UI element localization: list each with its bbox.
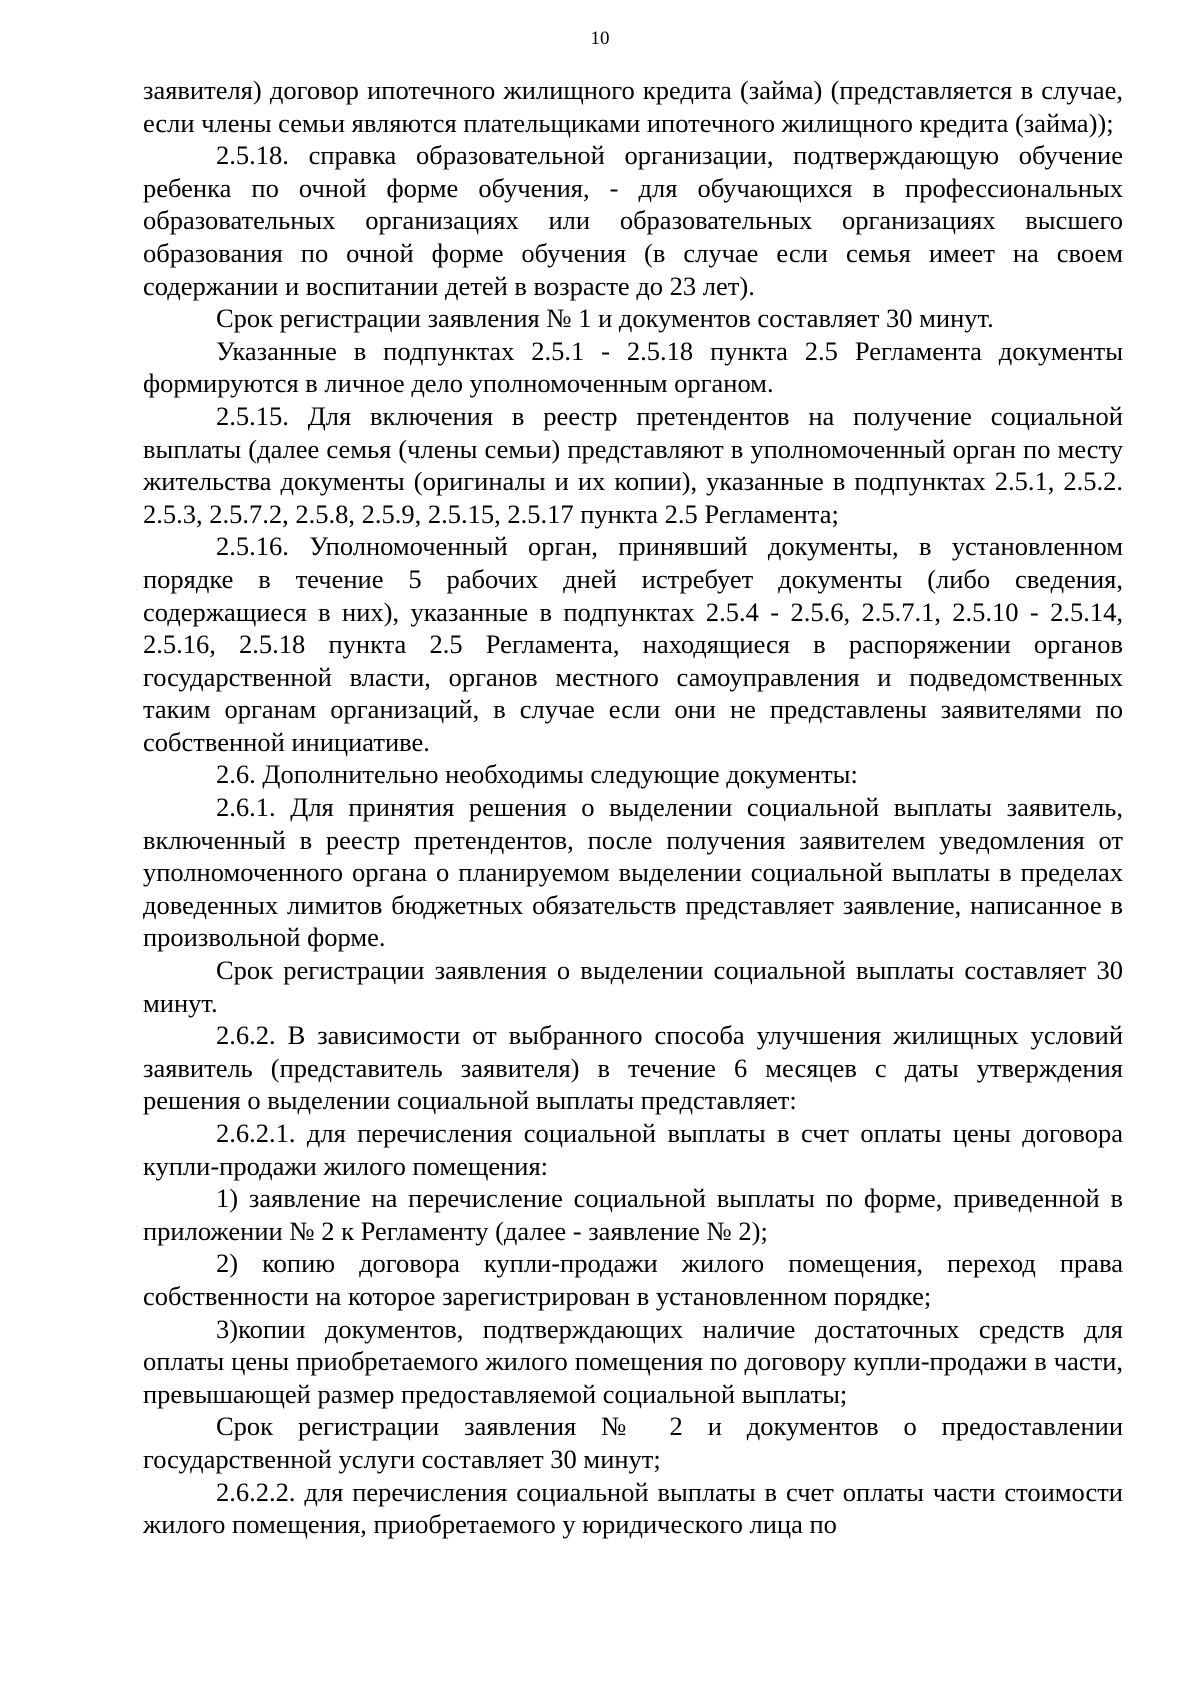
list-item-2: 2) копию договора купли-продажи жилого помещения, переход права собственности на которое зарегистрирован в установленном порядке;	[143, 1248, 1123, 1311]
paragraph-registration-term-1: Срок регистрации заявления № 1 и документов составляет 30 минут.	[216, 303, 994, 334]
paragraph-2-6-2-2: 2.6.2.2. для перечисления социальной выплаты в счет оплаты части стоимости жилого помещения, приобретаемого у юридического лица по	[143, 1476, 1123, 1540]
paragraph-2-6-1: 2.6.1. Для принятия решения о выделении социальной выплаты заявитель, включенный в реестр претендентов, после получения заявителем уведомления от уполномоченного органа о планируемом выделении социальной выплаты в пределах доведенных лимитов бюджетных обязательств представляет заявление, написанное в произвольной форме.	[143, 792, 1123, 953]
paragraph-documents-file: Указанные в подпунктах 2.5.1 - 2.5.18 пункта 2.5 Регламента документы формируются в личное дело уполномоченным органом.	[143, 335, 1123, 399]
list-item-3: 3)копии документов, подтверждающих наличие достаточных средств для оплаты цены приобретаемого жилого помещения по договору купли-продажи в части, превышающей размер предоставляемой социальной выплаты;	[143, 1313, 1123, 1409]
paragraph-2-5-18: 2.5.18. справка образовательной организации, подтверждающую обучение ребенка по очной форме обучения, - для обучающихся в профессиональных образовательных организациях или образовательных организациях высшего образования по очной форме обучения (в случае если семья имеет на своем содержании и воспитании детей в возрасте до 23 лет).	[143, 140, 1123, 301]
list-item-1: 1) заявление на перечисление социальной выплаты по форме, приведенной в приложении № 2 к Регламенту (далее - заявление № 2);	[143, 1183, 1123, 1246]
paragraph-continuation: заявителя) договор ипотечного жилищного кредита (займа) (представляется в случае, если члены семьи являются плательщиками ипотечного жилищного кредита (займа));	[143, 75, 1123, 138]
paragraph-2-5-16: 2.5.16. Уполномоченный орган, принявший документы, в установленном порядке в течение 5 рабочих дней истребует документы (либо сведения, содержащиеся в них), указанные в подпунктах 2.5.4 - 2.5.6, 2.5.7.1, 2.5.10 - 2.5.14, 2.5.16, 2.5.18 пункта 2.5 Регламента, находящиеся в распоряжении органов государственной власти, органов местного самоуправления и подведомственных таким органам организаций, в случае если они не представлены заявителями по собственной инициативе.	[143, 531, 1123, 757]
paragraph-2-5-15: 2.5.15. Для включения в реестр претендентов на получение социальной выплаты (далее семья (члены семьи) представляют в уполномоченный орган по месту жительства документы (оригиналы и их копии), указанные в подпунктах 2.5.1, 2.5.2. 2.5.3, 2.5.7.2, 2.5.8, 2.5.9, 2.5.15, 2.5.17 пункта 2.5 Регламента;	[143, 400, 1123, 529]
paragraph-2-6-2-1: 2.6.2.1. для перечисления социальной выплаты в счет оплаты цены договора купли-продажи жилого помещения:	[143, 1118, 1123, 1181]
paragraph-registration-term-2: Срок регистрации заявления № 2 и документов о предоставлении государственной услуги составляет 30 минут;	[143, 1411, 1123, 1474]
document-body	[143, 74, 1123, 1541]
page-number: 10	[590, 28, 610, 49]
paragraph-2-6: 2.6. Дополнительно необходимы следующие документы:	[216, 759, 858, 790]
paragraph-2-6-2: 2.6.2. В зависимости от выбранного способа улучшения жилищных условий заявитель (представитель заявителя) в течение 6 месяцев с даты утверждения решения о выделении социальной выплаты представляет:	[143, 1020, 1123, 1116]
paragraph-registration-term-allocation: Срок регистрации заявления о выделении социальной выплаты составляет 30 минут.	[143, 955, 1123, 1018]
